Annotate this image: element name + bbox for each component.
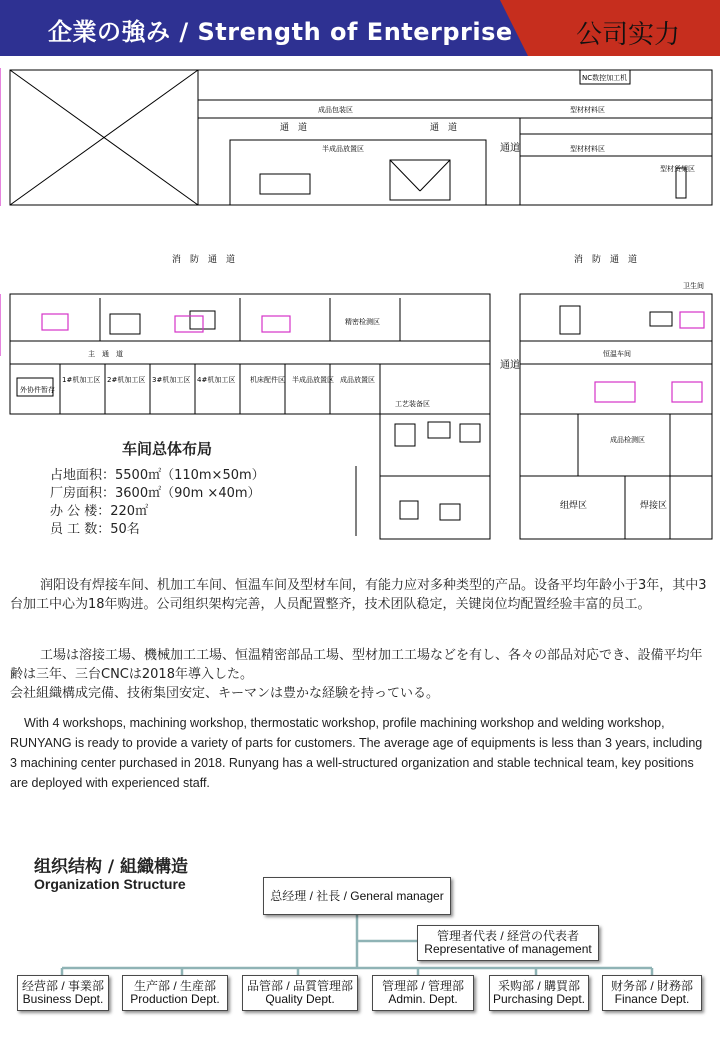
org-dept-label: 经营部 / 事業部 bbox=[21, 979, 104, 993]
stat-land-area: 占地面积：5500㎡（110m×50m） bbox=[50, 468, 265, 483]
org-dept-label-en: Quality Dept. bbox=[265, 992, 335, 1006]
org-box-business bbox=[17, 975, 109, 1011]
plan-label-temp-workshop: 恒温车间 bbox=[603, 350, 631, 358]
org-dept-label-en: Production Dept. bbox=[130, 992, 220, 1006]
org-dept-label: 采购部 / 購買部 bbox=[497, 979, 580, 993]
plan-label-corridor1: 通 道 bbox=[280, 123, 308, 133]
plan-label-weld-zone2: 焊接区 bbox=[640, 501, 668, 511]
plan-label-store: 外协件暂存 bbox=[20, 386, 55, 394]
stat-office-area: 办 公 楼：220㎡ bbox=[50, 504, 149, 519]
org-title-en: Organization Structure bbox=[34, 876, 186, 892]
org-dept-label: 生产部 / 生産部 bbox=[133, 979, 216, 993]
header-banner bbox=[0, 0, 720, 56]
layout-title: 车间总体布局 bbox=[122, 440, 213, 458]
stat-staff-count: 员 工 数：50名 bbox=[50, 522, 140, 537]
stat-building-area: 厂房面积：3600㎡（90m ×40m） bbox=[50, 486, 261, 501]
org-box-general-manager bbox=[263, 877, 451, 915]
plan-label-welding-shelf: 型材货架区 bbox=[660, 165, 695, 173]
plan-label-nc: NC数控加工机 bbox=[582, 74, 628, 82]
org-box-admin bbox=[372, 975, 474, 1011]
intro-paragraph-jp bbox=[10, 646, 712, 703]
plan-label-machining: 精密检测区 bbox=[345, 318, 380, 326]
org-dept-label: 品管部 / 品質管理部 bbox=[246, 979, 353, 993]
intro-paragraph-jp-line1: 工場は溶接工場、機械加工工場、恒温精密部品工場、型材加工工場などを有し、各々の部品対応でき、設備平均年齢は三年、三台CNCは2018年導入した。 bbox=[10, 648, 703, 682]
intro-paragraph-cn: 润阳设有焊接车间、机加工车间、恒温车间及型材车间，有能力应对多种类型的产品。设备平均年龄小于3年，其中3台加工中心为18年购进。公司组织架构完善，人员配置整齐，技术团队稳定，关键岗位均配置经验丰富的员工。 bbox=[10, 578, 707, 612]
plan-label-craft: 工艺装备区 bbox=[395, 400, 430, 408]
plan-label-main-corridor: 主 通 道 bbox=[88, 350, 123, 358]
plan-label-profile-material2: 型材材料区 bbox=[570, 145, 605, 153]
plan-label-cell3: 3#机加工区 bbox=[152, 376, 191, 384]
plan-label-fire-lane2: 消 防 通 道 bbox=[574, 255, 638, 265]
org-dept-label-en: Finance Dept. bbox=[614, 992, 690, 1006]
intro-paragraph-jp-line2: 会社組織構成完備、技術集団安定、キーマンは豊かな経験を持っている。 bbox=[10, 686, 440, 701]
plan-label-corridor2: 通 道 bbox=[430, 123, 458, 133]
plan-label-cell2: 2#机加工区 bbox=[107, 376, 146, 384]
org-dept-label-en: Purchasing Dept. bbox=[492, 992, 586, 1006]
page-title-cn: 公司实力 bbox=[576, 20, 681, 50]
plan-label-cell4: 4#机加工区 bbox=[197, 376, 236, 384]
plan-label-welding-zone: 组焊区 bbox=[560, 501, 588, 511]
org-rep-label-2: Representative of management bbox=[424, 942, 592, 956]
org-box-production bbox=[122, 975, 228, 1011]
org-rep-label-1: 管理者代表 / 経営の代表者 bbox=[436, 929, 579, 943]
org-title-cn: 组织结构 / 組織構造 bbox=[34, 857, 189, 877]
org-dept-label-en: Admin. Dept. bbox=[388, 992, 458, 1006]
plan-label-cell5: 机床配件区 bbox=[250, 376, 285, 384]
page-title: 企業の強み / Strength of Enterprise bbox=[48, 18, 513, 46]
plan-label-fire-lane1: 消 防 通 道 bbox=[172, 255, 236, 265]
intro-paragraph-en: With 4 workshops, machining workshop, thermostatic workshop, profile machining workshop and welding workshop, RUNYANG is ready to provide a variety of parts for customers. The average age of equipments is less than 3 years, including 3 machining center purchased in 2018. Runyang has a well-structured organization and stable technical team, key positions are deployed with experienced staff. bbox=[10, 716, 703, 790]
plan-label-cell7: 成品放置区 bbox=[340, 376, 375, 384]
org-dept-label-en: Business Dept. bbox=[22, 992, 104, 1006]
plan-label-semi-finished: 半成品放置区 bbox=[322, 145, 364, 153]
org-dept-label: 管理部 / 管理部 bbox=[381, 979, 464, 993]
plan-label-profile-material: 型材材料区 bbox=[570, 106, 605, 114]
org-box-purchasing bbox=[489, 975, 589, 1011]
plan-label-finished-pack: 成品包装区 bbox=[318, 106, 353, 114]
org-box-quality bbox=[242, 975, 358, 1011]
plan-label-office: 卫生间 bbox=[683, 282, 704, 290]
org-box-representative bbox=[417, 925, 599, 961]
plan-label-corridor-v1: 通道 bbox=[500, 143, 520, 154]
org-gm-label: 总经理 / 社長 / General manager bbox=[270, 888, 444, 903]
org-dept-label: 财务部 / 財務部 bbox=[610, 979, 693, 993]
plan-label-finished-zone: 成品检测区 bbox=[610, 436, 645, 444]
plan-label-corridor-v2: 通道 bbox=[500, 360, 520, 371]
plan-label-cell6: 半成品放置区 bbox=[292, 376, 334, 384]
org-box-finance bbox=[602, 975, 702, 1011]
plan-label-cell1: 1#机加工区 bbox=[62, 376, 101, 384]
